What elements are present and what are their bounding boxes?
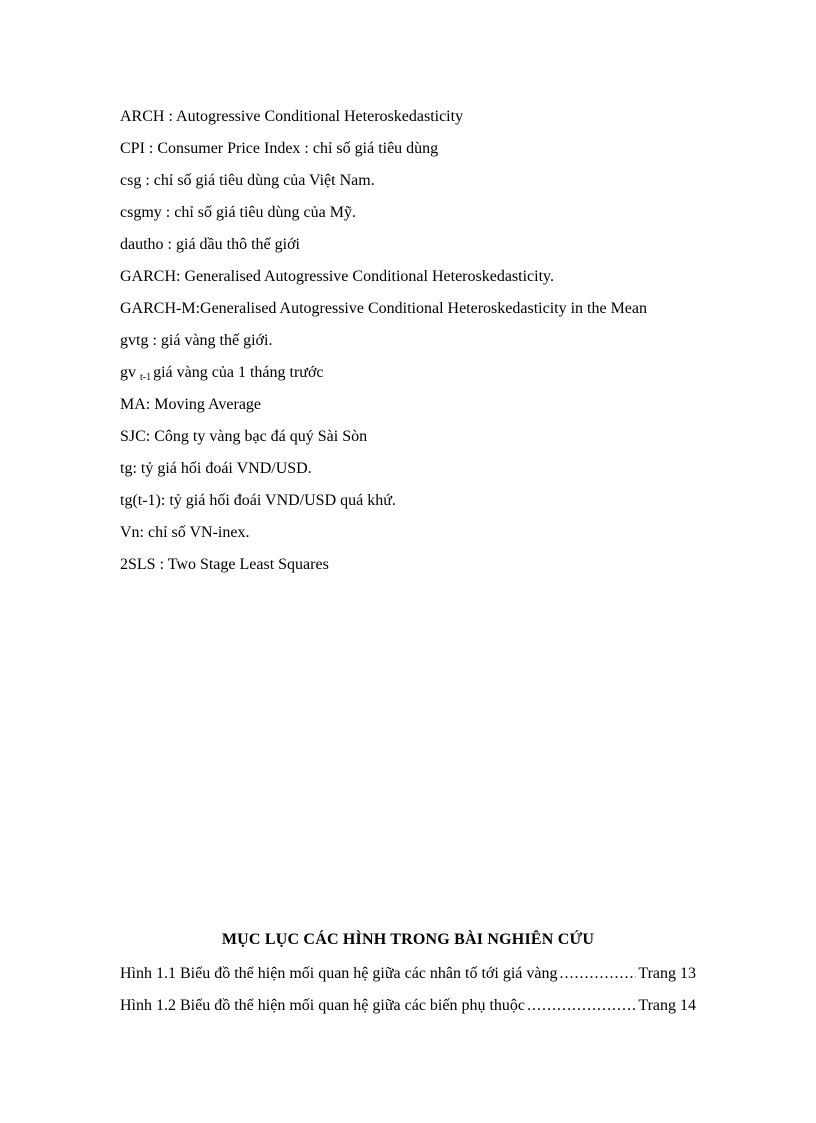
figure-list-entry-page: Trang 13 — [638, 965, 696, 982]
abbreviation-item: gvtg : giá vàng thế giới. — [120, 332, 273, 349]
figure-list-entry-page: Trang 14 — [638, 997, 696, 1014]
abbreviation-list — [120, 101, 720, 581]
abbreviation-item: CPI : Consumer Price Index : chỉ số giá tiêu dùng — [120, 140, 439, 157]
abbreviation-item: ARCH : Autogressive Conditional Heteroskedasticity — [120, 108, 464, 125]
abbreviation-item: Vn: chỉ số VN-inex. — [120, 524, 250, 541]
figure-list-entry[interactable] — [120, 990, 696, 1022]
abbreviation-item: tg(t-1): tỷ giá hối đoái VND/USD quá khứ. — [120, 492, 396, 509]
figure-list-title: MỤC LỤC CÁC HÌNH TRONG BÀI NGHIÊN CỨU — [221, 931, 595, 948]
abbreviation-item: csg : chỉ số giá tiêu dùng của Việt Nam. — [120, 172, 375, 189]
abbreviation-item: csgmy : chỉ số giá tiêu dùng của Mỹ. — [120, 204, 356, 221]
figure-list-entry[interactable] — [120, 958, 696, 990]
abbreviation-definition: giá vàng của 1 tháng trước — [153, 364, 324, 381]
abbreviation-subscript: t-1 — [140, 372, 152, 383]
abbreviation-item: MA: Moving Average — [120, 396, 262, 413]
figure-list-entry-text: Hình 1.2 Biểu đồ thể hiện mối quan hệ giữa các biến phụ thuộc — [120, 997, 526, 1014]
dot-leader — [527, 990, 636, 1022]
abbreviation-item: 2SLS : Two Stage Least Squares — [120, 556, 329, 573]
abbreviation-item: GARCH: Generalised Autogressive Conditional Heteroskedasticity. — [120, 268, 554, 285]
abbreviation-item — [120, 357, 720, 389]
dot-leader — [559, 958, 636, 990]
figure-list-entry-text: Hình 1.1 Biểu đồ thể hiện mối quan hệ giữa các nhân tố tới giá vàng — [120, 965, 558, 982]
abbreviation-item: SJC: Công ty vàng bạc đá quý Sài Sòn — [120, 428, 368, 445]
figure-list — [120, 958, 696, 1022]
abbreviation-item: GARCH-M:Generalised Autogressive Conditional Heteroskedasticity in the Mean — [120, 300, 648, 317]
abbreviation-term: gv — [120, 364, 136, 381]
abbreviation-item: tg: tỷ giá hối đoái VND/USD. — [120, 460, 312, 477]
abbreviation-item: dautho : giá dầu thô thế giới — [120, 236, 300, 253]
